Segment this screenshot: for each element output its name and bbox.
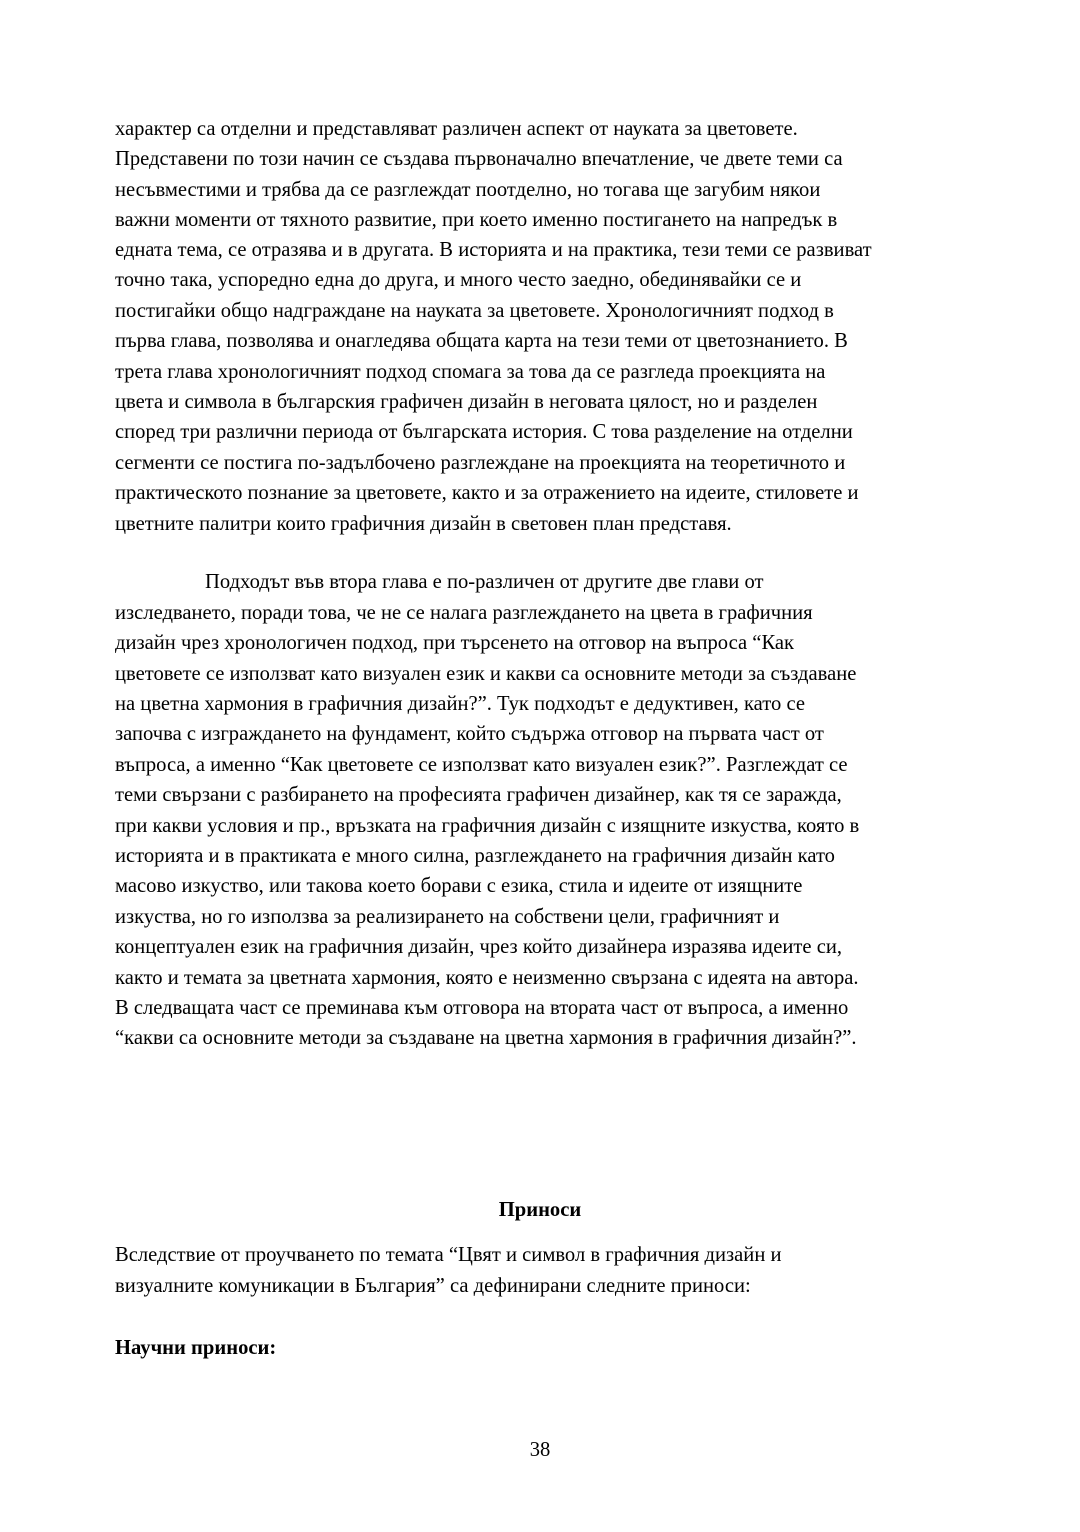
text-line: трета глава хронологичният подход спомага за това да се разгледа проекцията на: [115, 361, 826, 383]
text-line: цветовете се използват като визуален език и какви са основните методи за създаване: [115, 663, 857, 685]
text-line: изследването, поради това, че не се налага разглеждането на цвета в графичния: [115, 602, 813, 624]
text-line: цветните палитри които графичния дизайн в световен план представя.: [115, 513, 732, 535]
text-line: практическото познание за цветовете, както и за отражението на идеите, стиловете и: [115, 482, 859, 504]
text-line: Вследствие от проучването по темата “Цвят и символ в графичния дизайн и: [115, 1244, 782, 1266]
page-number: 38: [529, 1439, 551, 1461]
text-line: важни моменти от тяхното развитие, при което именно постигането на напредък в: [115, 209, 838, 231]
subsection-title: Научни приноси:: [115, 1337, 277, 1359]
text-line: при какви условия и пр., връзката на графичния дизайн с изящните изкуства, която в: [115, 815, 860, 837]
text-line: Представени по този начин се създава първоначално впечатление, че двете теми са: [115, 148, 843, 170]
text-line: историята и в практиката е много силна, разглеждането на графичния дизайн като: [115, 845, 835, 867]
text-line: едната тема, се отразява и в другата. В историята и на практика, тези теми се развиват: [115, 239, 872, 261]
text-line: точно така, успоредно една до друга, и много често заедно, обединявайки се и: [115, 269, 802, 291]
text-line: както и темата за цветната хармония, която е неизменно свързана с идеята на автора.: [115, 967, 859, 989]
text-line: постигайки общо надграждане на науката за цветовете. Хронологичният подход в: [115, 300, 834, 322]
text-line: започва с изграждането на фундамент, който съдържа отговор на първата част от: [115, 723, 824, 745]
text-line: масово изкуство, или такова което борави с езика, стила и идеите от изящните: [115, 875, 803, 897]
text-line: В следващата част се преминава към отговора на втората част от въпроса, а именно: [115, 997, 849, 1019]
text-line: първа глава, позволява и онагледява общата карта на тези теми от цветознанието. В: [115, 330, 848, 352]
section-title: Приноси: [498, 1199, 582, 1221]
text-line: несъвместими и трябва да се разглеждат поотделно, но тогава ще загубим някои: [115, 179, 821, 201]
text-line: въпроса, а именно “Как цветовете се използват като визуален език?”. Разглеждат се: [115, 754, 848, 776]
text-line: изкуства, но го използва за реализирането на собствени цели, графичният и: [115, 906, 780, 928]
text-line: сегменти се постига по-задълбочено разглеждане на проекцията на теоретичното и: [115, 452, 846, 474]
text-line: характер са отделни и представляват различен аспект от науката за цветовете.: [115, 118, 798, 140]
text-line: визуалните комуникации в България” са дефинирани следните приноси:: [115, 1275, 751, 1297]
text-line: теми свързани с разбирането на професията графичен дизайнер, как тя се заражда,: [115, 784, 842, 806]
text-line: “какви са основните методи за създаване на цветна хармония в графичния дизайн?”.: [115, 1027, 857, 1049]
text-line: цвета и символа в българския графичен дизайн в неговата цялост, но и разделен: [115, 391, 818, 413]
text-line: Подходът във втора глава е по-различен от другите две глави от: [205, 571, 764, 593]
text-line: концептуален език на графичния дизайн, чрез който дизайнера изразява идеите си,: [115, 936, 843, 958]
text-line: според три различни периода от българската история. С това разделение на отделни: [115, 421, 853, 443]
text-line: дизайн чрез хронологичен подход, при търсенето на отговор на въпроса “Как: [115, 632, 795, 654]
text-line: на цветна хармония в графичния дизайн?”. Тук подходът е дедуктивен, като се: [115, 693, 805, 715]
